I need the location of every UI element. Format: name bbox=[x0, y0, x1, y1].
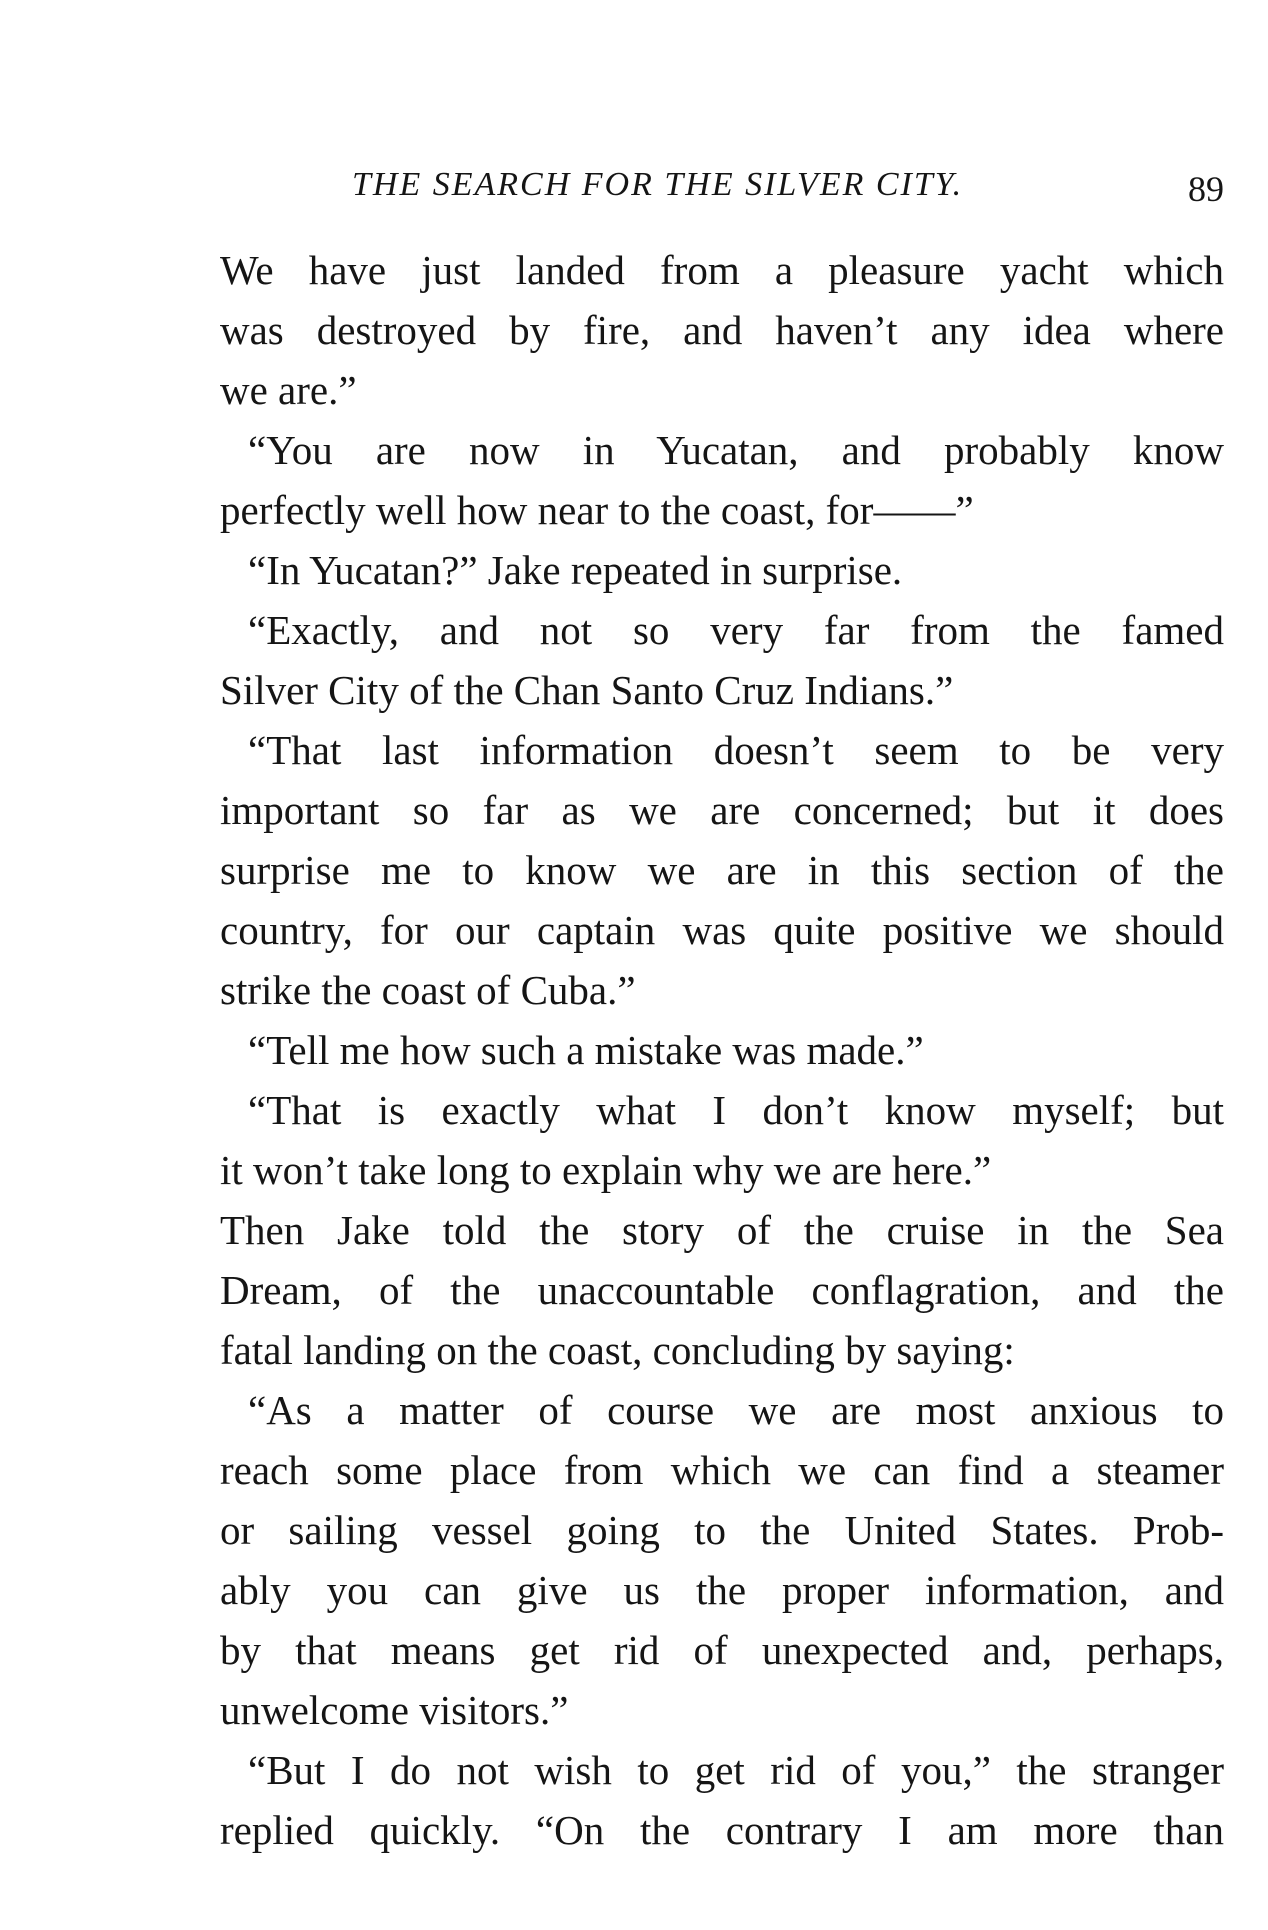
text-line: country, for our captain was quite positive we should bbox=[220, 907, 1224, 953]
text-line: or sailing vessel going to the United States. Prob- bbox=[220, 1507, 1224, 1553]
text-line: important so far as we are concerned; but it does bbox=[220, 787, 1224, 833]
text-line: “Tell me how such a mistake was made.” bbox=[248, 1027, 924, 1073]
text-line: “That is exactly what I don’t know myself; but bbox=[248, 1087, 1224, 1133]
text-line: fatal landing on the coast, concluding by saying: bbox=[220, 1327, 1015, 1373]
text-line: We have just landed from a pleasure yacht which bbox=[220, 247, 1224, 293]
text-line: unwelcome visitors.” bbox=[220, 1687, 569, 1733]
text-line: “You are now in Yucatan, and probably know bbox=[248, 427, 1224, 473]
text-line: was destroyed by fire, and haven’t any idea where bbox=[220, 307, 1224, 353]
text-line: “That last information doesn’t seem to be very bbox=[248, 727, 1224, 773]
text-line: Dream, of the unaccountable conflagration, and the bbox=[220, 1267, 1224, 1313]
text-line: Then Jake told the story of the cruise in the Sea bbox=[220, 1207, 1224, 1253]
text-line: it won’t take long to explain why we are here.” bbox=[220, 1147, 992, 1193]
text-line: “Exactly, and not so very far from the famed bbox=[248, 607, 1224, 653]
text-line: we are.” bbox=[220, 367, 357, 413]
text-line: by that means get rid of unexpected and, perhaps, bbox=[220, 1627, 1224, 1673]
text-line: strike the coast of Cuba.” bbox=[220, 967, 636, 1013]
text-line: reach some place from which we can find a steamer bbox=[220, 1447, 1224, 1493]
text-line: perfectly well how near to the coast, for——” bbox=[220, 487, 974, 533]
text-line: replied quickly. “On the contrary I am more than bbox=[220, 1807, 1224, 1853]
text-line: Silver City of the Chan Santo Cruz Indians.” bbox=[220, 667, 954, 713]
text-line: surprise me to know we are in this section of the bbox=[220, 847, 1224, 893]
text-line: “In Yucatan?” Jake repeated in surprise. bbox=[248, 547, 903, 593]
running-head: THE SEARCH FOR THE SILVER CITY. bbox=[352, 166, 964, 203]
text-line: “But I do not wish to get rid of you,” the stranger bbox=[248, 1747, 1224, 1793]
page-header bbox=[220, 162, 1224, 212]
text-line: “As a matter of course we are most anxious to bbox=[248, 1387, 1224, 1433]
text-line: ably you can give us the proper information, and bbox=[220, 1567, 1224, 1613]
page-number: 89 bbox=[1188, 169, 1224, 209]
body-text bbox=[220, 240, 1224, 1860]
